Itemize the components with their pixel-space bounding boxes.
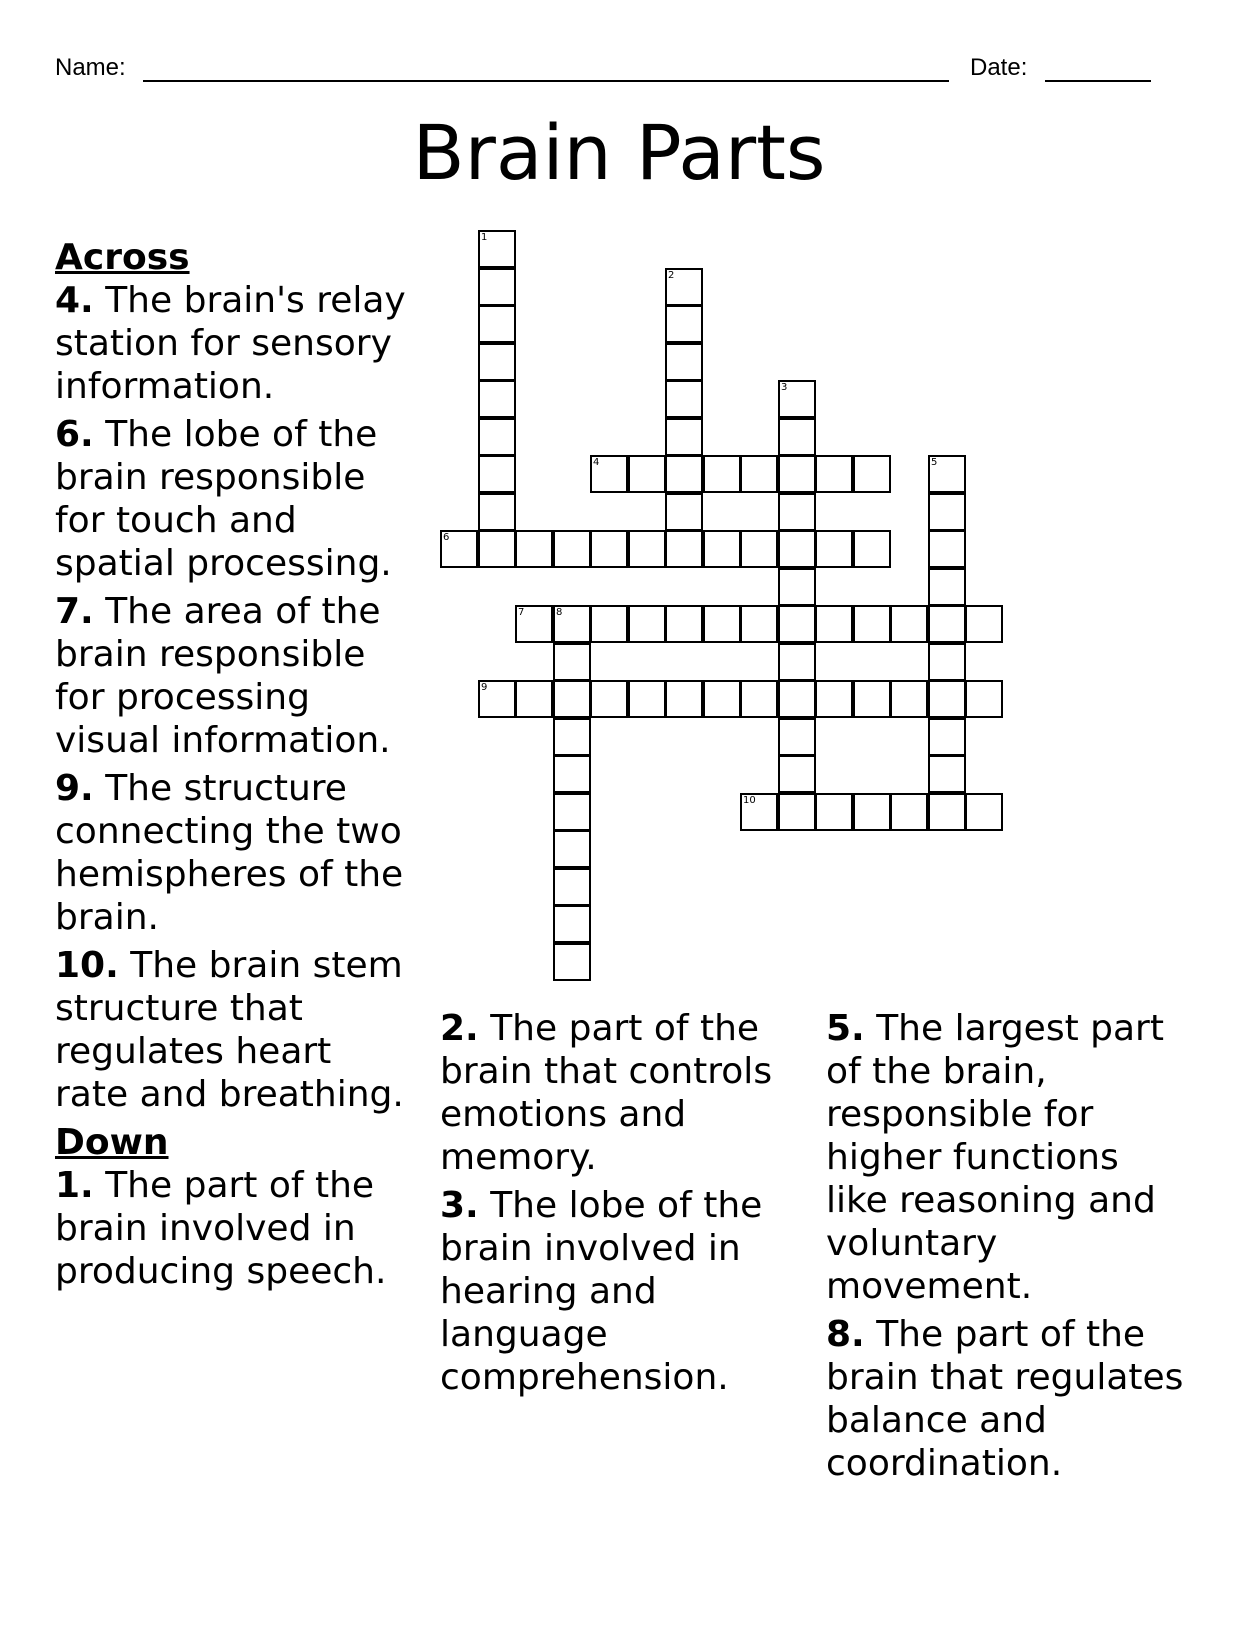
clues-column-2 <box>440 1007 800 1404</box>
grid-cell[interactable] <box>890 793 928 831</box>
grid-cell[interactable] <box>553 680 591 718</box>
grid-cell[interactable] <box>853 530 891 568</box>
grid-cell[interactable] <box>740 455 778 493</box>
grid-cell[interactable] <box>478 680 516 718</box>
name-label: Name: <box>55 54 126 81</box>
grid-cell[interactable] <box>928 530 966 568</box>
grid-cell[interactable] <box>590 530 628 568</box>
grid-cell[interactable] <box>553 530 591 568</box>
grid-cell[interactable] <box>628 530 666 568</box>
cell-number: 10 <box>743 795 756 806</box>
grid-cell[interactable] <box>665 268 703 306</box>
puzzle-title: Brain Parts <box>412 108 826 197</box>
grid-cell[interactable] <box>740 605 778 643</box>
clue-across-7 <box>55 590 415 762</box>
grid-cell[interactable] <box>853 455 891 493</box>
grid-cell[interactable] <box>928 755 966 793</box>
grid-cell[interactable] <box>478 418 516 456</box>
grid-cell[interactable] <box>890 605 928 643</box>
grid-cell[interactable] <box>515 605 553 643</box>
grid-cell[interactable] <box>703 680 741 718</box>
grid-cell[interactable] <box>778 418 816 456</box>
grid-cell[interactable] <box>853 605 891 643</box>
grid-cell[interactable] <box>665 343 703 381</box>
grid-cell[interactable] <box>853 680 891 718</box>
across-heading: Across <box>55 237 190 278</box>
grid-cell[interactable] <box>553 793 591 831</box>
grid-cell[interactable] <box>815 455 853 493</box>
grid-cell[interactable] <box>553 718 591 756</box>
clue-down-2 <box>440 1007 800 1179</box>
clues-column-1 <box>55 236 415 1298</box>
grid-cell[interactable] <box>590 605 628 643</box>
clue-text: The largest part of the brain, responsible for higher functions like reasoning and voluntary movement. <box>826 1008 1164 1307</box>
clue-across-10 <box>55 944 415 1116</box>
grid-cell[interactable] <box>965 680 1003 718</box>
grid-cell[interactable] <box>815 793 853 831</box>
grid-cell[interactable] <box>553 868 591 906</box>
grid-cell[interactable] <box>665 455 703 493</box>
cell-number: 9 <box>481 682 488 693</box>
clue-down-1 <box>55 1164 415 1293</box>
grid-cell[interactable] <box>665 680 703 718</box>
clue-number: 1. <box>55 1165 94 1206</box>
grid-cell[interactable] <box>778 493 816 531</box>
grid-cell[interactable] <box>665 380 703 418</box>
grid-cell[interactable] <box>928 680 966 718</box>
grid-cell[interactable] <box>553 830 591 868</box>
cell-number: 2 <box>668 270 675 281</box>
grid-cell[interactable] <box>965 605 1003 643</box>
grid-cell[interactable] <box>665 605 703 643</box>
grid-cell[interactable] <box>778 643 816 681</box>
worksheet-header <box>55 50 1155 90</box>
grid-cell[interactable] <box>928 568 966 606</box>
grid-cell[interactable] <box>628 680 666 718</box>
clue-text: The lobe of the brain involved in hearing and language comprehension. <box>440 1185 763 1398</box>
clue-down-3 <box>440 1184 800 1399</box>
cell-number: 7 <box>518 607 525 618</box>
clue-across-9 <box>55 767 415 939</box>
grid-cell[interactable] <box>665 418 703 456</box>
clue-number: 7. <box>55 591 94 632</box>
grid-cell[interactable] <box>890 680 928 718</box>
clue-number: 10. <box>55 945 119 986</box>
grid-cell[interactable] <box>478 305 516 343</box>
grid-cell[interactable] <box>478 230 516 268</box>
clue-across-6 <box>55 413 415 585</box>
grid-cell[interactable] <box>478 455 516 493</box>
clue-text: The lobe of the brain responsible for touch and spatial processing. <box>55 414 392 584</box>
grid-cell[interactable] <box>815 530 853 568</box>
grid-cell[interactable] <box>478 530 516 568</box>
grid-cell[interactable] <box>815 605 853 643</box>
cell-number: 3 <box>781 382 788 393</box>
clue-number: 3. <box>440 1185 479 1226</box>
date-field-line[interactable] <box>1045 80 1151 82</box>
grid-cell[interactable] <box>703 455 741 493</box>
grid-cell[interactable] <box>478 380 516 418</box>
grid-cell[interactable] <box>478 343 516 381</box>
clue-text: The structure connecting the two hemispheres of the brain. <box>55 768 404 938</box>
grid-cell[interactable] <box>928 605 966 643</box>
clue-number: 2. <box>440 1008 479 1049</box>
grid-cell[interactable] <box>778 455 816 493</box>
grid-cell[interactable] <box>778 530 816 568</box>
cell-number: 6 <box>443 532 450 543</box>
cell-number: 4 <box>593 457 600 468</box>
grid-cell[interactable] <box>703 530 741 568</box>
grid-cell[interactable] <box>440 530 478 568</box>
grid-cell[interactable] <box>515 530 553 568</box>
grid-cell[interactable] <box>553 905 591 943</box>
grid-cell[interactable] <box>553 755 591 793</box>
clue-text: The part of the brain that controls emotions and memory. <box>440 1008 773 1178</box>
cell-number: 5 <box>931 457 938 468</box>
clue-text: The brain stem structure that regulates heart rate and breathing. <box>55 945 404 1115</box>
grid-cell[interactable] <box>928 455 966 493</box>
grid-cell[interactable] <box>628 605 666 643</box>
grid-cell[interactable] <box>590 680 628 718</box>
grid-cell[interactable] <box>778 605 816 643</box>
grid-cell[interactable] <box>778 718 816 756</box>
grid-cell[interactable] <box>778 568 816 606</box>
grid-cell[interactable] <box>778 380 816 418</box>
grid-cell[interactable] <box>628 455 666 493</box>
clue-number: 6. <box>55 414 94 455</box>
grid-cell[interactable] <box>665 305 703 343</box>
grid-cell[interactable] <box>815 680 853 718</box>
grid-cell[interactable] <box>928 718 966 756</box>
grid-cell[interactable] <box>778 793 816 831</box>
grid-cell[interactable] <box>740 680 778 718</box>
clue-text: The part of the brain that regulates balance and coordination. <box>826 1314 1184 1484</box>
grid-cell[interactable] <box>778 680 816 718</box>
clue-text: The part of the brain involved in producing speech. <box>55 1165 387 1292</box>
date-label: Date: <box>970 54 1028 81</box>
grid-cell[interactable] <box>590 455 628 493</box>
grid-cell[interactable] <box>928 793 966 831</box>
clue-down-8 <box>826 1313 1186 1485</box>
grid-cell[interactable] <box>965 793 1003 831</box>
clue-down-5 <box>826 1007 1186 1308</box>
clue-text: The area of the brain responsible for processing visual information. <box>55 591 391 761</box>
grid-cell[interactable] <box>553 643 591 681</box>
grid-cell[interactable] <box>928 493 966 531</box>
grid-cell[interactable] <box>553 605 591 643</box>
grid-cell[interactable] <box>778 755 816 793</box>
name-field-line[interactable] <box>143 80 949 82</box>
down-heading: Down <box>55 1122 169 1163</box>
clues-column-3 <box>826 1007 1186 1490</box>
clue-across-4 <box>55 279 415 408</box>
grid-cell[interactable] <box>515 680 553 718</box>
grid-cell[interactable] <box>478 493 516 531</box>
cell-number: 8 <box>556 607 563 618</box>
grid-cell[interactable] <box>553 943 591 981</box>
clue-number: 8. <box>826 1314 865 1355</box>
clue-text: The brain's relay station for sensory information. <box>55 280 406 407</box>
clue-number: 9. <box>55 768 94 809</box>
clue-number: 4. <box>55 280 94 321</box>
clue-number: 5. <box>826 1008 865 1049</box>
grid-cell[interactable] <box>703 605 741 643</box>
grid-cell[interactable] <box>478 268 516 306</box>
grid-cell[interactable] <box>740 793 778 831</box>
grid-cell[interactable] <box>853 793 891 831</box>
grid-cell[interactable] <box>665 530 703 568</box>
grid-cell[interactable] <box>928 643 966 681</box>
cell-number: 1 <box>481 232 488 243</box>
grid-cell[interactable] <box>740 530 778 568</box>
grid-cell[interactable] <box>665 493 703 531</box>
